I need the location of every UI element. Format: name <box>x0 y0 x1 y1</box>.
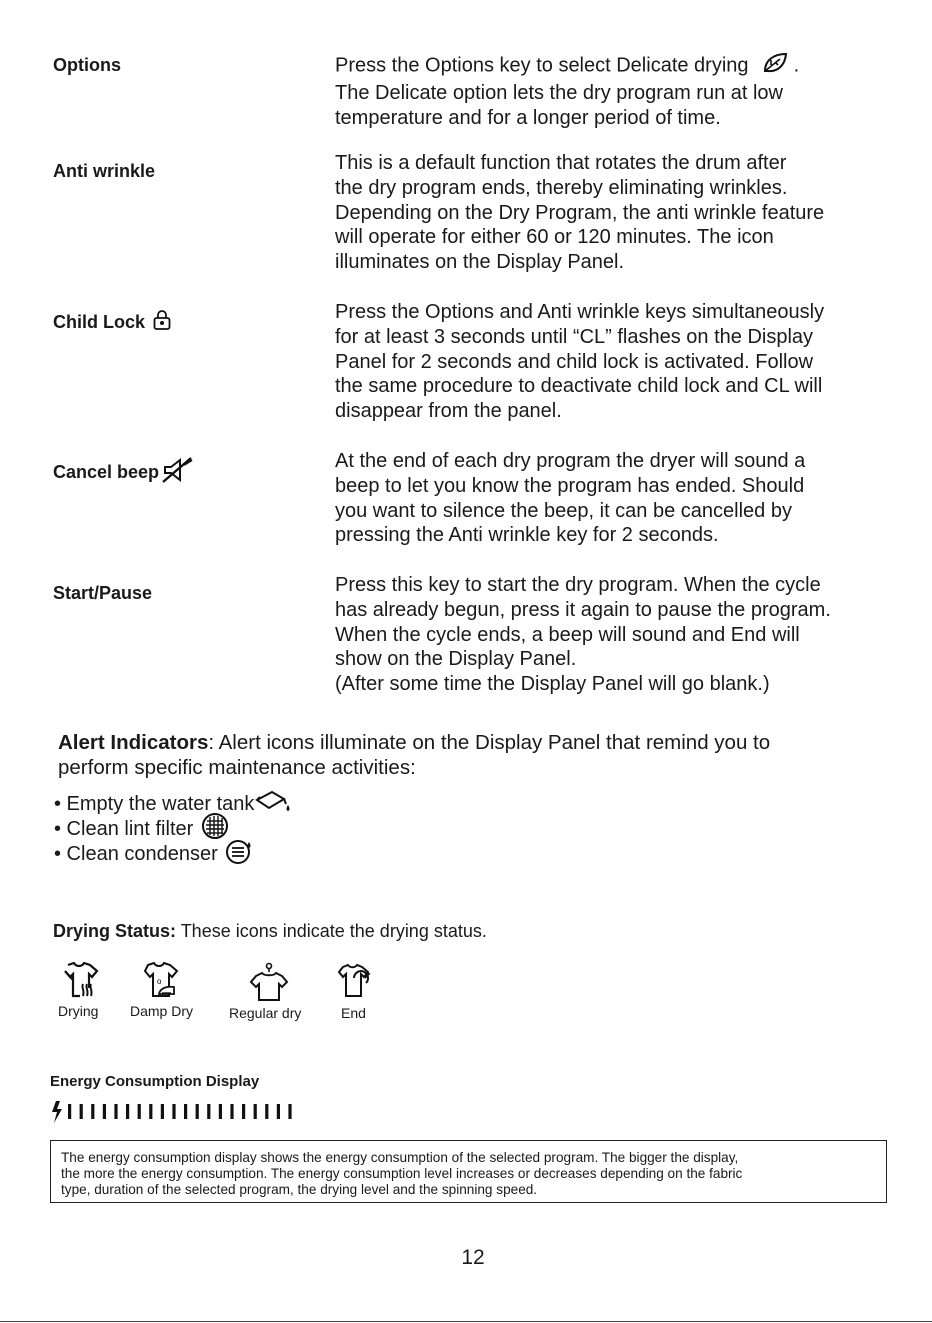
options-description: Press the Options key to select Delicate drying . The Delicate option lets the dry program run at low temperature and for a longer period of time. <box>335 52 915 130</box>
alert-list <box>54 792 292 867</box>
energy-bar <box>50 1100 300 1129</box>
energy-consumption-title: Energy Consumption Display <box>50 1073 260 1090</box>
page-number: 12 <box>461 1246 485 1269</box>
drying-status-paragraph: Drying Status: These icons indicate the drying status. <box>53 921 487 941</box>
child-lock-label: Child Lock <box>53 310 171 334</box>
list-item: • Clean lint filter <box>54 817 292 842</box>
energy-bar-segment <box>103 1104 106 1119</box>
leaf-icon <box>762 52 788 81</box>
child-lock-description: Press the Options and Anti wrinkle keys simultaneously for at least 3 seconds until “CL” flashes on the Display Panel for 2 seconds and child lock is activated. Follow the same procedure to deactivate child lock and CL will disappear from the panel. <box>335 301 825 423</box>
anti-wrinkle-description: This is a default function that rotates the drum after the dry program ends, thereby eliminating wrinkles. Depending on the Dry Program, the anti wrinkle feature will operate for either 60 or 120 minutes. The icon illuminates on the Display Panel. <box>335 152 825 274</box>
energy-bar-segment <box>149 1104 152 1119</box>
energy-bar-segment <box>184 1104 187 1119</box>
start-pause-description: Press this key to start the dry program. When the cycle has already begun, press it again to pause the program. When the cycle ends, a beep will sound and End will show on the Display Panel. (After some time the Display Panel will go blank.) <box>335 574 831 696</box>
drying-status-title: Drying Status: <box>53 921 177 941</box>
energy-bar-segment <box>80 1104 83 1119</box>
energy-bar-segment <box>68 1104 71 1119</box>
energy-bar-segment <box>219 1104 222 1119</box>
list-item: • Clean condenser <box>54 842 292 867</box>
energy-bar-segment <box>138 1104 141 1119</box>
svg-text:o: o <box>157 977 162 986</box>
water-tank-icon <box>254 789 292 820</box>
shirt-drying-icon <box>60 962 102 1005</box>
cancel-beep-description: At the end of each dry program the dryer will sound a beep to let you know the program has ended. Should you want to silence the beep, it can be cancelled by pressing the Anti wrinkle key for 2 seconds. <box>335 450 806 547</box>
energy-bar-segment <box>288 1104 291 1119</box>
bottom-divider <box>0 1321 932 1322</box>
energy-bar-segment <box>126 1104 129 1119</box>
energy-bar-segment <box>230 1104 233 1119</box>
muted-speaker-icon <box>161 456 197 488</box>
end-label: End <box>341 1005 366 1021</box>
regular-dry-label: Regular dry <box>229 1005 302 1021</box>
list-item: • Empty the water tank <box>54 792 292 817</box>
damp-dry-label: Damp Dry <box>130 1003 194 1019</box>
condenser-icon <box>224 837 254 872</box>
energy-bar-segment <box>172 1104 175 1119</box>
shirt-iron-icon <box>140 962 184 1005</box>
shirt-hanger-icon <box>248 962 290 1007</box>
energy-info-box: The energy consumption display shows the energy consumption of the selected program. The bigger the display, the more the energy consumption. The energy consumption level increases or decreases depending on the fabric type, duration of the selected program, the drying level and the spinning speed. <box>50 1140 887 1203</box>
lock-icon <box>153 310 171 334</box>
energy-bar-segment <box>254 1104 257 1119</box>
lightning-icon <box>52 1101 62 1123</box>
energy-bar-segment <box>265 1104 268 1119</box>
energy-bar-segment <box>196 1104 199 1119</box>
energy-bar-segment <box>114 1104 117 1119</box>
start-pause-label: Start/Pause <box>53 583 153 603</box>
energy-bar-segment <box>91 1104 94 1119</box>
alert-indicators-title: Alert Indicators <box>58 731 209 754</box>
energy-bar-segment <box>161 1104 164 1119</box>
anti-wrinkle-label: Anti wrinkle <box>53 161 156 181</box>
shirt-end-icon <box>336 962 376 1005</box>
cancel-beep-label: Cancel beep <box>53 456 197 488</box>
alert-indicators-paragraph: Alert Indicators: Alert icons illuminate on the Display Panel that remind you to perform specific maintenance activities: <box>58 731 771 779</box>
energy-bar-segment <box>277 1104 280 1119</box>
drying-label: Drying <box>58 1003 99 1019</box>
energy-bar-segment <box>242 1104 245 1119</box>
energy-bar-segment <box>207 1104 210 1119</box>
options-label: Options <box>53 55 121 75</box>
